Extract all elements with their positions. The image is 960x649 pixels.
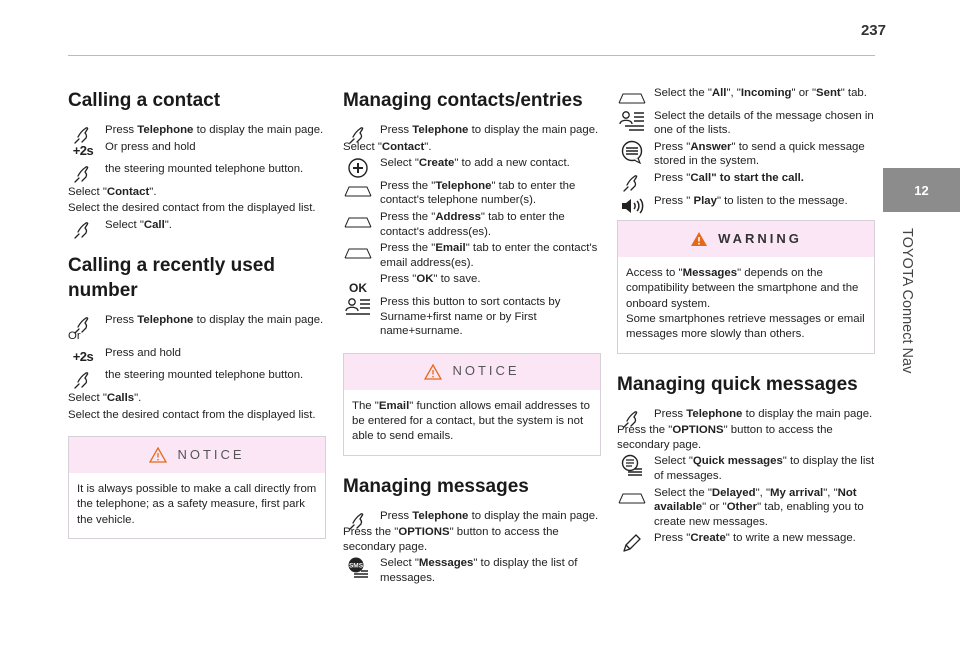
page-number: 237 <box>860 22 886 39</box>
svg-text:SMS: SMS <box>348 562 364 570</box>
step-select-messages: SMS Select "Messages" to display the list of messages. <box>343 556 601 585</box>
step-call: Press "Call" to start the call. <box>617 171 875 186</box>
steering-2s-icon: +2s <box>72 349 94 365</box>
add-circle-icon <box>343 156 373 180</box>
step-press-telephone: Press Telephone to display the main page. <box>343 509 601 524</box>
step-press-hold: +2s Press and hold <box>68 346 326 361</box>
answer-icon <box>617 140 647 164</box>
notice-heading: NOTICE <box>177 446 245 462</box>
instruction-select-from-list: Select the desired contact from the displayed list. <box>68 202 316 215</box>
step-select-call: Select "Call". <box>68 218 326 233</box>
finger-press-icon <box>68 368 98 392</box>
finger-press-icon <box>617 171 647 195</box>
finger-press-icon <box>343 509 373 533</box>
chapter-number: 12 <box>914 182 929 198</box>
notice-text: It is always possible to make a call directly from the telephone; as a safety measure, first park the vehicle. <box>77 483 317 526</box>
notice-header <box>69 437 325 473</box>
section-title-managing-contacts: Managing contacts/entries <box>343 90 583 111</box>
tab-icon <box>343 210 373 234</box>
instruction-select-contact: Select "Contact". <box>68 185 157 198</box>
finger-press-icon <box>68 162 98 186</box>
chapter-side-title: TOYOTA Connect Nav <box>899 228 915 374</box>
step-steering-button: the steering mounted telephone button. <box>68 368 326 383</box>
step-press-ok: OK Press "OK" to save. <box>343 272 601 287</box>
instruction-select-from-list: Select the desired contact from the displayed list. <box>68 408 316 421</box>
message-details-icon <box>617 109 647 133</box>
chapter-tab <box>883 168 960 212</box>
step-answer: Press "Answer" to send a quick message stored in the system. <box>617 140 875 169</box>
step-select-tab: Select the "All", "Incoming" or "Sent" tab. <box>617 86 875 101</box>
top-rule <box>68 55 875 56</box>
step-steering-button: the steering mounted telephone button. <box>68 162 326 177</box>
or-text: Or <box>68 330 81 343</box>
step-email-tab: Press the "Email" tab to enter the contact's email address(es). <box>343 241 601 270</box>
step-quick-messages: Select "Quick messages" to display the list of messages. <box>617 454 875 483</box>
notice-header <box>344 354 600 390</box>
column-3 <box>617 86 875 548</box>
notice-box <box>343 353 601 456</box>
step-address-tab: Press the "Address" tab to enter the contact's address(es). <box>343 210 601 239</box>
step-press-hold: +2s Or press and hold <box>68 140 326 155</box>
section-title-quick-messages: Managing quick messages <box>617 373 858 395</box>
section-title-calling-recent: Calling a recently used number <box>68 254 275 301</box>
quick-message-icon <box>617 454 647 478</box>
tab-icon <box>343 179 373 203</box>
tab-icon <box>617 86 647 110</box>
warning-header <box>618 221 874 257</box>
speaker-icon <box>617 194 647 218</box>
instruction-select-calls: Select "Calls". <box>68 391 142 404</box>
section-title-calling-contact: Calling a contact <box>68 90 221 111</box>
step-select-create: Select "Create" to add a new contact. <box>343 156 601 171</box>
warning-triangle-icon <box>690 231 708 247</box>
step-sort-contacts: Press this button to sort contacts by Surname+first name or by First name+surname. <box>343 295 601 339</box>
step-press-telephone: Press Telephone to display the main page. <box>68 313 326 328</box>
finger-press-icon <box>343 123 373 147</box>
warning-box <box>617 220 875 353</box>
step-press-telephone: Press Telephone to display the main page. <box>343 123 601 138</box>
warning-heading: WARNING <box>718 230 802 246</box>
step-press-telephone: Press Telephone to display the main page. <box>68 123 326 138</box>
instruction-options: Press the "OPTIONS" button to access the secondary page. <box>617 424 833 451</box>
warning-text: Access to "Messages" depends on the compatibility between the smartphone and the onboard system. Some smartphones retrieve messages or email messages more slowly than others. <box>626 267 865 341</box>
column-1 <box>68 80 326 547</box>
step-play: Press " Play" to listen to the message. <box>617 194 875 209</box>
step-create-message: Press "Create" to write a new message. <box>617 531 875 546</box>
step-press-telephone: Press Telephone to display the main page. <box>617 407 875 422</box>
steering-2s-icon: +2s <box>72 143 94 159</box>
step-select-quick-tab: Select the "Delayed", "My arrival", "Not available" or "Other" tab, enabling you to create new messages. <box>617 486 875 530</box>
ok-icon: OK <box>349 281 367 296</box>
finger-press-icon <box>617 407 647 431</box>
notice-text: The "Email" function allows email addresses to be entered for a contact, but the system is not able to send emails. <box>352 399 590 443</box>
tab-icon <box>343 241 373 265</box>
finger-press-icon <box>68 218 98 242</box>
section-title-managing-messages: Managing messages <box>343 475 529 497</box>
notice-box <box>68 436 326 539</box>
tab-icon <box>617 486 647 510</box>
instruction-select-contact: Select "Contact". <box>343 140 432 153</box>
finger-press-icon <box>68 313 98 337</box>
warning-triangle-icon <box>424 364 442 380</box>
column-2 <box>343 80 601 588</box>
sort-contacts-icon <box>343 295 373 319</box>
sms-icon <box>343 556 373 580</box>
pencil-icon <box>617 531 647 555</box>
step-telephone-tab: Press the "Telephone" tab to enter the contact's telephone number(s). <box>343 179 601 208</box>
warning-triangle-icon <box>149 447 167 463</box>
step-message-details: Select the details of the message chosen in one of the lists. <box>617 109 875 138</box>
instruction-options: Press the "OPTIONS" button to access the secondary page. <box>343 526 559 553</box>
notice-heading: NOTICE <box>452 363 520 379</box>
